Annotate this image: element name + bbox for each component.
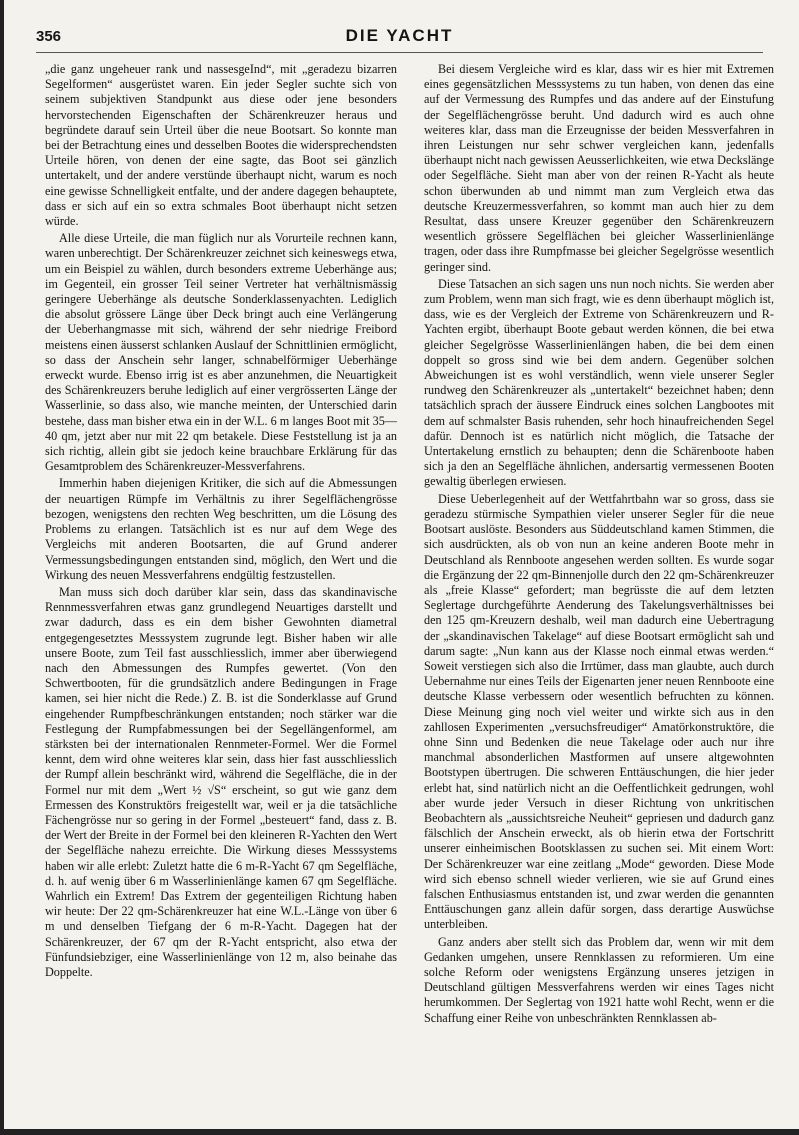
scan-border-bottom <box>0 1129 799 1135</box>
header-rule <box>36 52 763 53</box>
paragraph: Alle diese Urteile, die man füglich nur als Vorurteile rechnen kann, waren unberechtigt. Der Schärenkreuzer zeichnet sich keineswegs etwa, um ein Beispiel zu wählen, durch besonders extreme Ueberhänge aus; im Gegenteil, ein grosser Teil seiner Vertreter hat verhältnismässig geringere Ueberhänge als deutsche Sonderklassenyachten. Lediglich die absolut grössere Länge über Deck bringt auch eine Verlängerung der Ueberhangmasse mit sich, während der sehr niedrige Freibord meistens einen äusserst schlanken Auslauf der Schnittlinien ermöglicht, so dass der Anschein sehr langer, schnabelförmiger Ueberhänge erweckt wurde. Ebenso irrig ist es aber anzunehmen, die Neuartigkeit des Schärenkreuzers beruhe lediglich auf einer vergrösserten Länge der Wasserlinie, so dass also, wie manche meinten, der Unterschied darin bestehe, dass man bisher etwa ein in der W.L. 6 m langes Boot mit 35—40 qm, jetzt aber nur mit 22 qm betakele. Diese Feststellung ist ja an sich richtig, allein gibt sie jedoch keine brauchbare Erklärung für das Gesamtproblem des Schärenkreuzer-Messverfahrens. <box>45 231 397 474</box>
running-title: DIE YACHT <box>345 26 454 45</box>
text-column-right <box>424 62 774 1026</box>
paragraph: „die ganz ungeheuer rank und nassesgeInd“, mit „geradezu bizarren Segelformen“ ausgerüstet waren. Ein jeder Segler suchte sich von seinem subjektiven Standpunkt aus diese oder jene besonders hervorstechenden Eigenschaften der Schärenkreuzer heraus und begründete darauf sein Urteil über die neue Bootsart. So konnte man bei der Betrachtung eines und desselben Bootes die widersprechendsten Urteile hören, von denen der eine sagte, das Boot sei gänzlich untertakelt, und der andere verstünde überhaupt nicht, warum es noch eine gewisse Schnelligkeit entfalte, und der andere dagegen behauptete, dass er sich auf ein so extra schmales Boot überhaupt nicht setzen würde. <box>45 62 397 229</box>
page-number: 356 <box>36 28 62 45</box>
paragraph: Bei diesem Vergleiche wird es klar, dass wir es hier mit Extremen eines gegensätzlichen Messsystems zu tun haben, von denen das eine auf der Vermessung des Rumpfes und das andere auf der Einstufung der Segelflächengrösse beruht. Und dadurch wird es auch ohne weiteres klar, dass man die Erzeugnisse der beiden Messverfahren in ihren Leistungen nur sehr schwer vergleichen kann, jedenfalls überhaupt nicht nach gewissen Aeusserlichkeiten, wie etwa Deckslänge oder Segelfläche. Sieht man aber von der reinen R-Yacht als heute schon überwunden ab und nimmt man zum Vergleich etwa das deutsche Kreuzermessverfahren, so kommt man auch hier zu dem Resultat, dass unsere Kreuzer gegenüber den Schärenkreuzern wesentlich grössere Segelflächen bei gleicher Wasserlinienlänge tragen, oder dass ihre Rumpfmasse bei gleicher Segelgrösse wesentlich geringer sind. <box>424 62 774 274</box>
paragraph: Diese Ueberlegenheit auf der Wettfahrtbahn war so gross, dass sie geradezu stürmische Sympathien vieler unserer Segler für die neue Bootsart auslöste. Besonders aus Süddeutschland kamen Stimmen, die sich ausdrückten, als ob von nun an keine anderen Boote mehr in Deutschland als Rennboote angesehen werden sollten. Es wurde sogar die Ergänzung der 22 qm-Binnenjolle durch den 22 qm-Schärenkreuzer als „freie Klasse“ gefordert; man begrüsste die auf dem letzten Seglertage durchgeführte Aenderung des Takelungsverhältnisses bei den 125 qm-Kreuzern deshalb, weil man dadurch eine Uebertragung der „skandinavischen Takelage“ auf diese Bootsart ermöglicht sah und darum sagte: „Nun kann aus der Klasse noch einmal etwas werden.“ Soweit verstiegen sich also die Irrtümer, dass man glaubte, auch durch Uebernahme nur eines Teils der Eigenarten jener neuen Rennboote eine deutsche Klasse verbessern oder wesentlich befruchten zu können. Diese Meinung ging noch viel weiter und wirkte sich aus in den zahllosen Experimenten „versuchsfreudiger“ Amatörkonstruktöre, die ohne Sinn und Bedenken die neue Takelage oder auch nur ihre manchmal absonderlichen Mastformen auf unsere altgewohnten Bootstypen übertrugen. Die schweren Enttäuschungen, die hier jeder erlebt hat, sind natürlich nicht an die Oeffentlichkeit gedrungen, wohl aber wurde jeder Versuch in dieser Richtung von unkritischen Beobachtern als „aussichtsreiche Neuheit“ gepriesen und dadurch ganz fälschlich der Anschein erweckt, als ob hierin etwa der Fortschritt unserer einheimischen Bootsklassen zu suchen sei. Mit einem Wort: Der Schärenkreuzer war eine zeitlang „Mode“ geworden. Diese Mode wird sich ebenso schnell wieder verlieren, wie sie auf Grund eines falschen Enthusiasmus entstanden ist, und zwar werden die genannten Enttäuschungen ganz allein dafür sorgen, dass derartige Auswüchse unterbleiben. <box>424 491 774 932</box>
text-column-left <box>45 62 397 980</box>
paragraph: Man muss sich doch darüber klar sein, dass das skandinavische Rennmessverfahren etwas ganz grundlegend Neuartiges darstellt und zwar dadurch, dass es ein dem bisher Gewohnten diametral entgegengesetztes Messsystem zugrunde legt. Bisher haben wir alle unsere Boote, zum Teil fast ausschliesslich, immer aber überwiegend nach den Abmessungen des Rumpfes gewertet. (Von den Schwertbooten, für die grundsätzlich andere Bedingungen in Frage kamen, sei hier nicht die Rede.) Z. B. ist die Sonderklasse auf Grund eingehender Rumpfbeschränkungen entstanden; noch stärker war die Festlegung der Rumpfabmessungen bei der Segellängenformel, am stärksten bei der internationalen Rennmeter-Formel. Wer die Formel kennt, dem wird ohne weiteres klar sein, dass hier fast ausschliesslich der Rumpf allein beschränkt wird, während die Segelfläche, die in der Formel nur mit dem „Wert ½ √S“ erscheint, so gut wie ganz dem Ermessen des Konstruktörs freigestellt war, weil er ja die tatsächliche Fächengrösse nur so gering in der Formel „besteuert“ fand, dass z. B. der Wert der Breite in der Formel bei den kleineren R-Yachten den Wert der Segelfläche nahezu erreichte. Die Wirkung dieses Messsystems haben wir alle erlebt: Zuletzt hatte die 6 m-R-Yacht 67 qm Segelfläche, d. h. auf wenig über 6 m Wasserlinienlänge kamen 67 qm Segelfläche. Wahrlich ein Extrem! Das Extrem der gegenteiligen Richtung haben wir heute: Der 22 qm-Schärenkreuzer hat eine W.L.-Länge von über 6 m und denselben Tiefgang der 6 m-R-Yacht. Dagegen hat der Schärenkreuzer, der 67 qm der R-Yacht entspricht, also etwa der Fünfundsiebziger, eine Wasserlinienlänge von 12 m, also beinahe das Doppelte. <box>45 584 397 979</box>
paragraph: Diese Tatsachen an sich sagen uns nun noch nichts. Sie werden aber zum Problem, wenn man sich fragt, wie es denn überhaupt möglich ist, dass, wie es der Vergleich der Extreme von Schärenkreuzern und R-Yachten ergibt, überhaupt Boote gebaut werden können, die bei etwa gleicher Segelgrösse Wasserlinienlängen haben, die bei dem einen doppelt so gross sind wie bei dem andern. Gegenüber solchen Abweichungen ist es wohl verständlich, wenn viele unserer Segler rundweg den Schärenkreuzer als „untertakelt“ bezeichnet haben; denn tatsächlich sprach der äussere Eindruck eines solchen Langbootes mit dem auf schmalster Basis ruhenden, sehr hoch hinaufreichenden Segel dafür. Dennoch ist es natürlich nicht möglich, die Tatsache der Untertakelung ernstlich zu behaupten; denn die Schärenboote haben sich ja den an Segelfläche ähnlichen, andersartig vermessenen Booten gewaltig überlegen erwiesen. <box>424 276 774 489</box>
page-header <box>36 22 763 50</box>
paragraph: Ganz anders aber stellt sich das Problem dar, wenn wir mit dem Gedanken umgehen, unsere Rennklassen zu reformieren. Um eine solche Reform oder wenigstens Ergänzung unseres jetzigen in Deutschland gültigen Messverfahrens werden wir eines Tages nicht herumkommen. Der Seglertag von 1921 hatte wohl Recht, wenn er die Schaffung einer Reihe von unbeschränkten Rennklassen ab- <box>424 934 774 1025</box>
scan-border-left <box>0 0 4 1135</box>
paragraph: Immerhin haben diejenigen Kritiker, die sich auf die Abmessungen der neuartigen Rümpfe im Verhältnis zu ihrer Segelflächengrösse bezogen, wenigstens den rechten Weg beschritten, um die Lösung des Problems zu erlangen. Tatsächlich ist es nur auf dem Wege des Vergleichs mit anderen Bootsarten, die auf Grund anderer Vermessungsbedingungen entstanden sind, möglich, den Wert und die Wirkung des neuen Messverfahrens endgültig festzustellen. <box>45 476 397 582</box>
